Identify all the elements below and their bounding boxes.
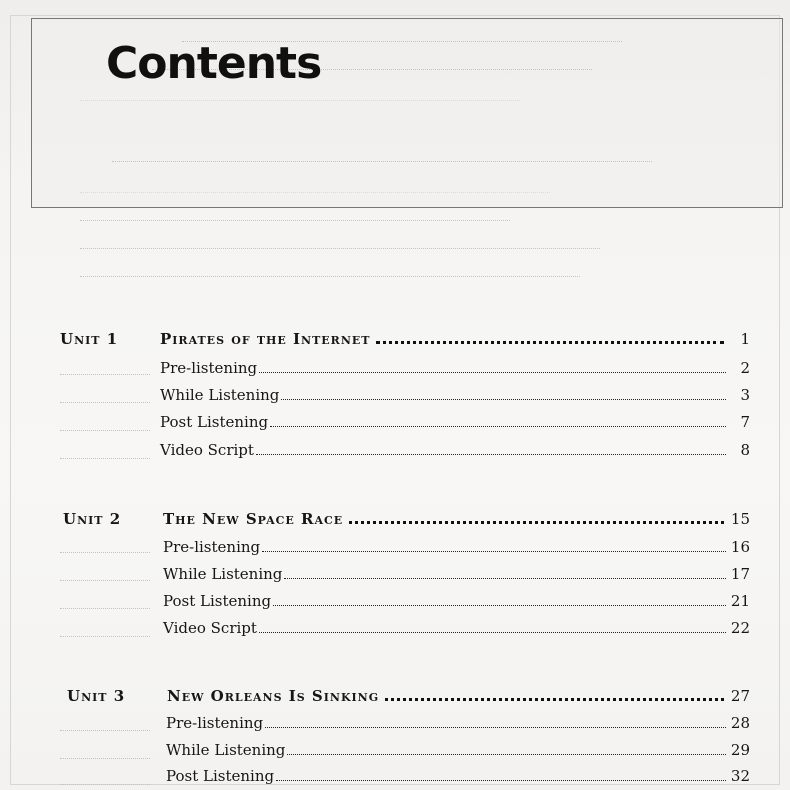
unit-2-heading [63,510,750,528]
entry-label: Video Script [163,619,257,637]
entry-label: Post Listening [166,767,275,785]
unit-1-heading [60,330,750,348]
toc-entry [166,714,750,732]
toc-entry [166,741,750,759]
toc-entry [163,565,750,583]
toc-entry [160,386,750,404]
page-title: Contents [106,38,322,89]
ghost-leader [60,730,150,731]
page-number: 17 [730,565,750,583]
ghost-leader [80,220,510,221]
toc-entry [163,619,750,637]
ghost-leader [60,784,150,785]
entry-label: Pre-listening [160,359,258,377]
unit-title: The New Space Race [163,510,344,528]
unit-title: New Orleans Is Sinking [167,687,380,705]
toc-entry [166,767,750,785]
dot-leader [284,578,726,579]
entry-label: Post Listening [163,592,272,610]
page-number: 15 [730,510,750,528]
page-number: 2 [740,359,750,377]
ghost-leader [112,161,652,162]
ghost-leader [80,276,580,277]
unit-number: Unit 1 [60,330,119,348]
page-number: 28 [730,714,750,732]
dot-leader [259,372,726,373]
page-number: 3 [740,386,750,404]
ghost-leader [60,580,150,581]
toc-entry [163,538,750,556]
entry-label: Video Script [160,441,254,459]
entry-label: Post Listening [160,413,269,431]
ghost-leader [60,430,150,431]
entry-label: While Listening [166,741,286,759]
unit-title: Pirates of the Internet [160,330,371,348]
ghost-leader [60,758,150,759]
dot-leader [256,454,726,455]
page-number: 7 [740,413,750,431]
dot-leader [262,551,726,552]
dot-leader [385,698,724,701]
ghost-leader [60,402,150,403]
dot-leader [276,780,726,781]
toc-entry [160,413,750,431]
ghost-leader [60,374,150,375]
toc-entry [163,592,750,610]
page-number: 22 [730,619,750,637]
toc-entry [160,359,750,377]
page-number: 1 [740,330,750,348]
page-number: 21 [730,592,750,610]
dot-leader [287,754,726,755]
entry-label: While Listening [163,565,283,583]
dot-leader [349,521,724,524]
ghost-leader [60,636,150,637]
page-number: 8 [740,441,750,459]
dot-leader [270,426,726,427]
page-number: 16 [730,538,750,556]
page-number: 27 [730,687,750,705]
ghost-leader [60,458,150,459]
entry-label: While Listening [160,386,280,404]
page-number: 29 [730,741,750,759]
unit-number: Unit 2 [63,510,122,528]
entry-label: Pre-listening [166,714,264,732]
dot-leader [273,605,726,606]
ghost-leader [60,608,150,609]
toc-entry [160,441,750,459]
dot-leader [376,341,724,344]
ghost-leader [80,248,600,249]
dot-leader [265,727,726,728]
unit-number: Unit 3 [67,687,126,705]
entry-label: Pre-listening [163,538,261,556]
ghost-leader [60,552,150,553]
dot-leader [281,399,726,400]
page-number: 32 [730,767,750,785]
unit-3-heading [67,687,750,705]
dot-leader [259,632,726,633]
